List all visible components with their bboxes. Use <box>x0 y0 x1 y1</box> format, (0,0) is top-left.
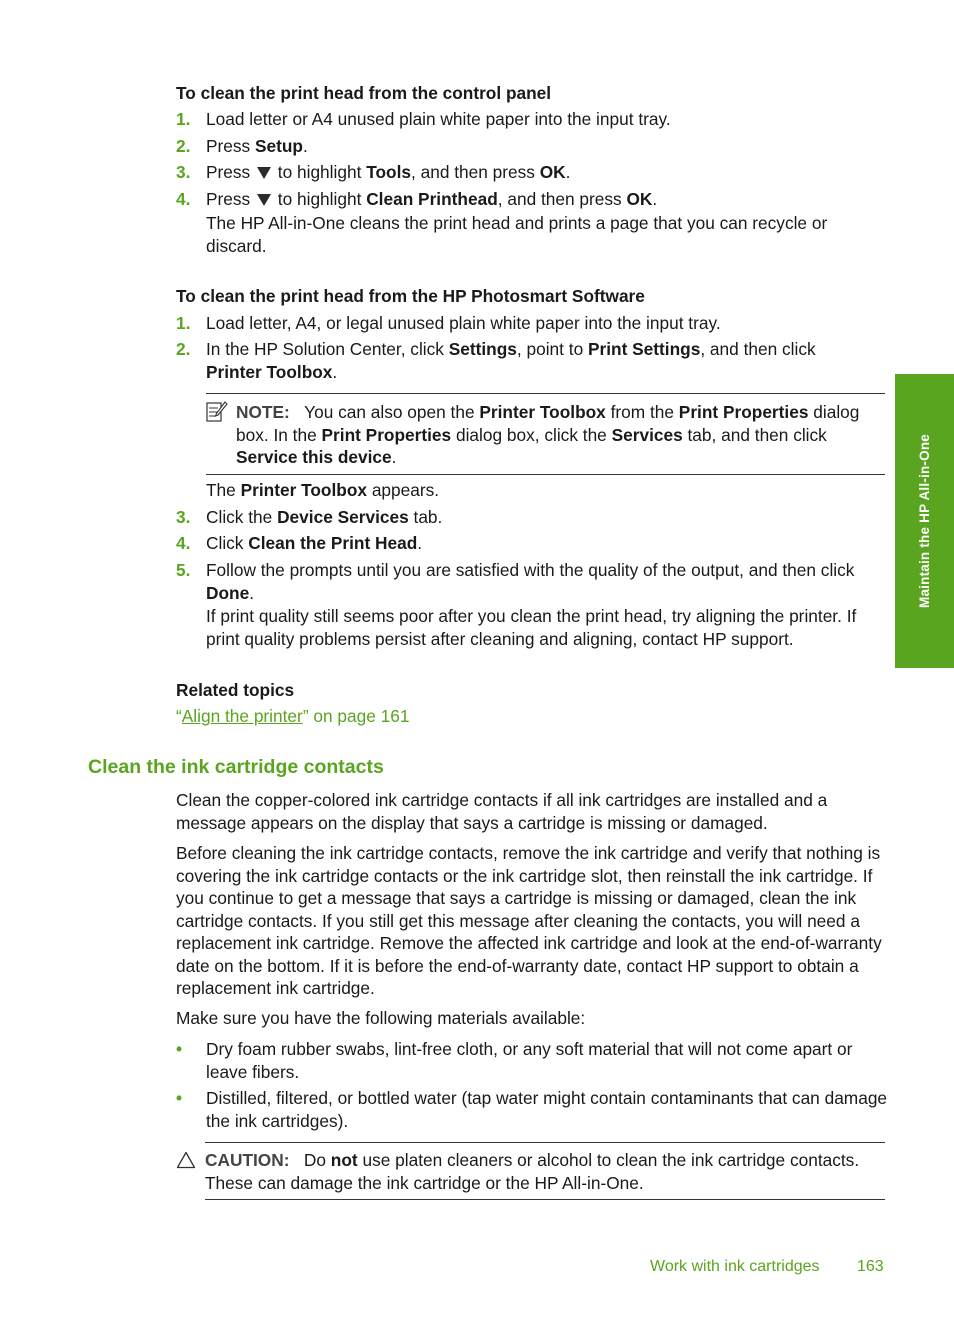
step-number: 2. <box>176 136 191 156</box>
step-number: 3. <box>176 162 191 182</box>
step-text: Press to highlight Clean Printhead, and then press OK. <box>206 189 658 209</box>
step-text: Load letter, A4, or legal unused plain white paper into the input tray. <box>206 313 721 333</box>
align-printer-link[interactable]: “Align the printer” on page 161 <box>176 706 410 726</box>
caution-bottom-rule <box>205 1199 885 1200</box>
step-number: 5. <box>176 560 191 580</box>
chapter-tab <box>895 374 954 668</box>
step-result: If print quality still seems poor after you clean the print head, try aligning the printer. If print quality problems persist after cleaning and aligning, contact HP support. <box>206 606 857 649</box>
step-text: In the HP Solution Center, click Settings, point to Print Settings, and then click Printer Toolbox. <box>206 339 816 382</box>
bullet-text: Dry foam rubber swabs, lint-free cloth, or any soft material that will not come apart or leave fibers. <box>206 1039 853 1082</box>
bullet: • <box>176 1039 183 1059</box>
down-arrow-icon <box>257 167 271 179</box>
heading-photosmart-software: To clean the print head from the HP Photosmart Software <box>176 286 645 306</box>
page-number: 163 <box>857 1258 884 1275</box>
chapter-tab-label: Maintain the HP All-in-One <box>916 434 932 608</box>
heading-control-panel: To clean the print head from the control panel <box>176 83 552 103</box>
step-number: 3. <box>176 507 191 527</box>
paragraph: Clean the copper-colored ink cartridge contacts if all ink cartridges are installed and a message appears on the display that says a cartridge is missing or damaged. <box>176 790 828 833</box>
footer-section: Work with ink cartridges <box>650 1258 820 1275</box>
step-text: Click the Device Services tab. <box>206 507 443 527</box>
down-arrow-icon <box>257 194 271 206</box>
bullet: • <box>176 1088 183 1108</box>
caution-top-rule <box>205 1142 885 1143</box>
step-number: 1. <box>176 313 191 333</box>
note-bottom-rule <box>206 474 885 475</box>
bullet-text: Distilled, filtered, or bottled water (tap water might contain contaminants that can damage the ink cartridges). <box>206 1088 888 1131</box>
caution-triangle-icon <box>176 1151 196 1169</box>
note-top-rule <box>206 393 885 394</box>
paragraph: Make sure you have the following materials available: <box>176 1008 586 1028</box>
paragraph: Before cleaning the ink cartridge contacts, remove the ink cartridge and verify that nothing is covering the ink cartridge contacts or the ink cartridge slot, then reinstall the ink cartridge. If you continue to get a message that says a cartridge is missing or damaged, clean the ink cartridge contacts. If you still get this message after cleaning the contacts, you will need a replacement ink cartridge. Remove the affected ink cartridge and look at the end-of-warranty date on the bottom. If it is before the end-of-warranty date, contact HP support to obtain a replacement ink cartridge. <box>176 843 882 998</box>
step-text: Load letter or A4 unused plain white paper into the input tray. <box>206 109 671 129</box>
step-text: Press to highlight Tools, and then press OK. <box>206 162 571 182</box>
note-pencil-icon <box>206 401 228 423</box>
caution-text: CAUTION: Do not use platen cleaners or alcohol to clean the ink cartridge contacts. These can damage the ink cartridge or the HP All-in-One. <box>205 1150 860 1193</box>
step-number: 2. <box>176 339 191 359</box>
toolbox-appears: The Printer Toolbox appears. <box>206 480 440 500</box>
step-number: 4. <box>176 533 191 553</box>
step-number: 4. <box>176 189 191 209</box>
step-number: 1. <box>176 109 191 129</box>
step-text: Follow the prompts until you are satisfied with the quality of the output, and then click Done. <box>206 560 855 603</box>
step-text: Press Setup. <box>206 136 308 156</box>
step-result: The HP All-in-One cleans the print head and prints a page that you can recycle or discard. <box>206 213 828 256</box>
related-topics-heading: Related topics <box>176 680 295 700</box>
section-title: Clean the ink cartridge contacts <box>88 756 384 778</box>
note-text: NOTE: You can also open the Printer Toolbox from the Print Properties dialog box. In the Print Properties dialog box, click the Services tab, and then click Service this device. <box>236 402 860 467</box>
step-text: Click Clean the Print Head. <box>206 533 423 553</box>
